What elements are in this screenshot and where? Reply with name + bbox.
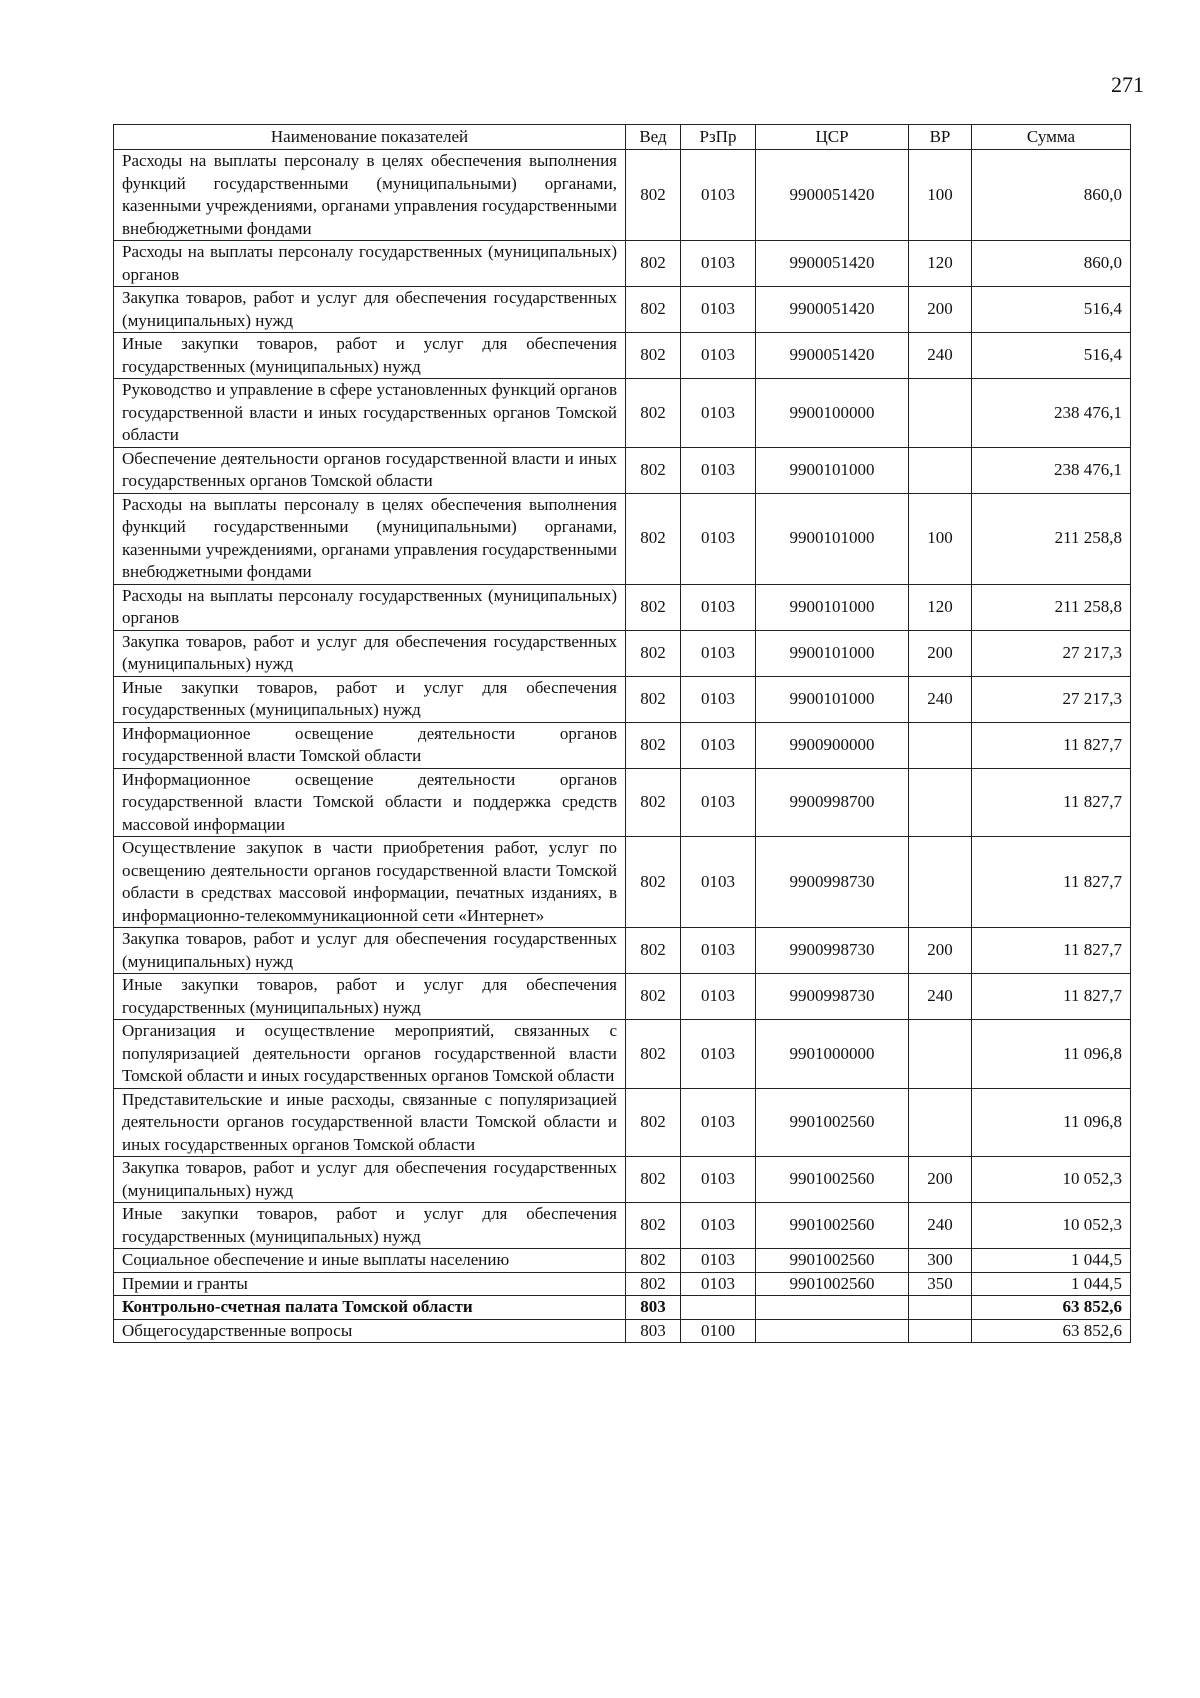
row-sum-cell: 1 044,5 (972, 1272, 1131, 1296)
header-vr: ВР (909, 125, 972, 150)
table-row (114, 837, 1131, 928)
row-sum-cell: 238 476,1 (972, 379, 1131, 448)
row-vr-cell: 100 (909, 493, 972, 584)
row-name-cell: Контрольно-счетная палата Томской области (114, 1296, 626, 1320)
row-rzpr-cell: 0103 (681, 241, 756, 287)
row-vr-cell: 200 (909, 630, 972, 676)
row-ved-cell: 802 (626, 287, 681, 333)
row-sum-cell: 11 827,7 (972, 768, 1131, 837)
row-csr-cell: 9900101000 (756, 584, 909, 630)
table-row (114, 584, 1131, 630)
row-ved-cell: 803 (626, 1319, 681, 1343)
row-csr-cell: 9901000000 (756, 1020, 909, 1089)
table-row (114, 928, 1131, 974)
table-row (114, 1319, 1131, 1343)
row-rzpr-cell: 0103 (681, 630, 756, 676)
row-name-cell: Информационное освещение деятельности органов государственной власти Томской области и поддержка средств массовой информации (114, 768, 626, 837)
row-vr-cell (909, 447, 972, 493)
row-name-cell: Премии и гранты (114, 1272, 626, 1296)
row-ved-cell: 802 (626, 1020, 681, 1089)
row-rzpr-cell: 0103 (681, 493, 756, 584)
row-csr-cell: 9901002560 (756, 1088, 909, 1157)
row-sum-cell: 63 852,6 (972, 1319, 1131, 1343)
row-vr-cell: 240 (909, 676, 972, 722)
table-row (114, 241, 1131, 287)
row-ved-cell: 803 (626, 1296, 681, 1320)
row-vr-cell: 240 (909, 333, 972, 379)
row-csr-cell: 9900051420 (756, 287, 909, 333)
row-ved-cell: 802 (626, 837, 681, 928)
table-row (114, 333, 1131, 379)
table-row (114, 630, 1131, 676)
row-ved-cell: 802 (626, 1203, 681, 1249)
row-rzpr-cell: 0103 (681, 1272, 756, 1296)
row-rzpr-cell: 0103 (681, 1020, 756, 1089)
row-rzpr-cell: 0103 (681, 1157, 756, 1203)
row-name-cell: Расходы на выплаты персоналу государственных (муниципальных) органов (114, 584, 626, 630)
table-row (114, 974, 1131, 1020)
row-sum-cell: 11 827,7 (972, 722, 1131, 768)
row-vr-cell: 200 (909, 287, 972, 333)
row-ved-cell: 802 (626, 493, 681, 584)
row-sum-cell: 11 827,7 (972, 837, 1131, 928)
page-number: 271 (1111, 72, 1144, 97)
row-vr-cell (909, 837, 972, 928)
row-name-cell: Общегосударственные вопросы (114, 1319, 626, 1343)
row-rzpr-cell: 0103 (681, 333, 756, 379)
header-ved: Вед (626, 125, 681, 150)
row-vr-cell (909, 1296, 972, 1320)
table-body (114, 150, 1131, 1343)
row-sum-cell: 516,4 (972, 333, 1131, 379)
row-rzpr-cell: 0103 (681, 1249, 756, 1273)
row-rzpr-cell: 0103 (681, 837, 756, 928)
row-sum-cell: 27 217,3 (972, 676, 1131, 722)
row-ved-cell: 802 (626, 676, 681, 722)
row-sum-cell: 211 258,8 (972, 584, 1131, 630)
row-name-cell: Расходы на выплаты персоналу государственных (муниципальных) органов (114, 241, 626, 287)
row-csr-cell: 9901002560 (756, 1272, 909, 1296)
row-csr-cell: 9900998730 (756, 974, 909, 1020)
row-name-cell: Иные закупки товаров, работ и услуг для обеспечения государственных (муниципальных) нужд (114, 676, 626, 722)
row-rzpr-cell: 0103 (681, 379, 756, 448)
row-name-cell: Иные закупки товаров, работ и услуг для обеспечения государственных (муниципальных) нужд (114, 974, 626, 1020)
table-row (114, 1088, 1131, 1157)
row-csr-cell: 9900101000 (756, 630, 909, 676)
row-rzpr-cell: 0103 (681, 1088, 756, 1157)
row-rzpr-cell: 0103 (681, 150, 756, 241)
row-name-cell: Закупка товаров, работ и услуг для обеспечения государственных (муниципальных) нужд (114, 928, 626, 974)
table-row (114, 493, 1131, 584)
table-row (114, 676, 1131, 722)
row-csr-cell: 9900101000 (756, 676, 909, 722)
row-csr-cell: 9900998700 (756, 768, 909, 837)
row-ved-cell: 802 (626, 928, 681, 974)
row-ved-cell: 802 (626, 1088, 681, 1157)
row-csr-cell: 9900100000 (756, 379, 909, 448)
row-name-cell: Осуществление закупок в части приобретения работ, услуг по освещению деятельности органов государственной власти Томской области в средствах массовой информации, печатных изданиях, в информационно-телекоммуникационной сети «Интернет» (114, 837, 626, 928)
table-row (114, 1157, 1131, 1203)
row-ved-cell: 802 (626, 379, 681, 448)
row-vr-cell: 120 (909, 241, 972, 287)
row-csr-cell: 9900998730 (756, 928, 909, 974)
row-csr-cell: 9900998730 (756, 837, 909, 928)
row-ved-cell: 802 (626, 1272, 681, 1296)
row-rzpr-cell: 0103 (681, 768, 756, 837)
row-ved-cell: 802 (626, 722, 681, 768)
table-row (114, 287, 1131, 333)
row-vr-cell (909, 1319, 972, 1343)
budget-table (113, 124, 1131, 1343)
row-csr-cell: 9900900000 (756, 722, 909, 768)
table-row (114, 768, 1131, 837)
row-vr-cell: 200 (909, 1157, 972, 1203)
row-csr-cell (756, 1319, 909, 1343)
row-rzpr-cell: 0103 (681, 676, 756, 722)
row-vr-cell: 350 (909, 1272, 972, 1296)
row-csr-cell: 9900051420 (756, 241, 909, 287)
row-rzpr-cell: 0103 (681, 928, 756, 974)
row-sum-cell: 860,0 (972, 150, 1131, 241)
row-csr-cell: 9900101000 (756, 493, 909, 584)
row-vr-cell: 240 (909, 1203, 972, 1249)
row-ved-cell: 802 (626, 241, 681, 287)
table-row (114, 150, 1131, 241)
row-rzpr-cell: 0103 (681, 447, 756, 493)
row-sum-cell: 211 258,8 (972, 493, 1131, 584)
table-row (114, 447, 1131, 493)
row-sum-cell: 516,4 (972, 287, 1131, 333)
row-sum-cell: 10 052,3 (972, 1157, 1131, 1203)
table-row (114, 1020, 1131, 1089)
row-csr-cell (756, 1296, 909, 1320)
table-row (114, 722, 1131, 768)
row-sum-cell: 11 096,8 (972, 1088, 1131, 1157)
row-rzpr-cell: 0103 (681, 584, 756, 630)
row-vr-cell: 240 (909, 974, 972, 1020)
row-rzpr-cell (681, 1296, 756, 1320)
row-ved-cell: 802 (626, 768, 681, 837)
row-sum-cell: 11 827,7 (972, 928, 1131, 974)
row-rzpr-cell: 0100 (681, 1319, 756, 1343)
row-vr-cell (909, 722, 972, 768)
header-name: Наименование показателей (114, 125, 626, 150)
row-ved-cell: 802 (626, 333, 681, 379)
row-csr-cell: 9900051420 (756, 333, 909, 379)
row-name-cell: Расходы на выплаты персоналу в целях обеспечения выполнения функций государственными (муниципальными) органами, казенными учреждениями, органами управления государственными внебюджетными фондами (114, 150, 626, 241)
table-row (114, 1249, 1131, 1273)
table-header-row (114, 125, 1131, 150)
row-sum-cell: 11 096,8 (972, 1020, 1131, 1089)
row-name-cell: Руководство и управление в сфере установленных функций органов государственной власти и иных государственных органов Томской области (114, 379, 626, 448)
row-name-cell: Информационное освещение деятельности органов государственной власти Томской области (114, 722, 626, 768)
table-row (114, 1296, 1131, 1320)
row-ved-cell: 802 (626, 1249, 681, 1273)
row-sum-cell: 11 827,7 (972, 974, 1131, 1020)
row-vr-cell: 120 (909, 584, 972, 630)
row-vr-cell (909, 768, 972, 837)
row-sum-cell: 1 044,5 (972, 1249, 1131, 1273)
header-rzpr: РзПр (681, 125, 756, 150)
row-vr-cell (909, 379, 972, 448)
row-name-cell: Представительские и иные расходы, связанные с популяризацией деятельности органов государственной власти Томской области и иных государственных органов Томской области (114, 1088, 626, 1157)
row-name-cell: Закупка товаров, работ и услуг для обеспечения государственных (муниципальных) нужд (114, 287, 626, 333)
row-csr-cell: 9900051420 (756, 150, 909, 241)
header-sum: Сумма (972, 125, 1131, 150)
row-sum-cell: 63 852,6 (972, 1296, 1131, 1320)
row-csr-cell: 9901002560 (756, 1157, 909, 1203)
row-name-cell: Организация и осуществление мероприятий, связанных с популяризацией деятельности органов государственной власти Томской области и иных государственных органов Томской области (114, 1020, 626, 1089)
row-ved-cell: 802 (626, 150, 681, 241)
row-name-cell: Закупка товаров, работ и услуг для обеспечения государственных (муниципальных) нужд (114, 1157, 626, 1203)
row-name-cell: Обеспечение деятельности органов государственной власти и иных государственных органов Томской области (114, 447, 626, 493)
table-row (114, 379, 1131, 448)
row-ved-cell: 802 (626, 1157, 681, 1203)
row-name-cell: Социальное обеспечение и иные выплаты населению (114, 1249, 626, 1273)
row-vr-cell: 200 (909, 928, 972, 974)
row-vr-cell (909, 1020, 972, 1089)
row-ved-cell: 802 (626, 974, 681, 1020)
row-ved-cell: 802 (626, 447, 681, 493)
row-sum-cell: 27 217,3 (972, 630, 1131, 676)
row-sum-cell: 238 476,1 (972, 447, 1131, 493)
row-sum-cell: 10 052,3 (972, 1203, 1131, 1249)
row-name-cell: Иные закупки товаров, работ и услуг для обеспечения государственных (муниципальных) нужд (114, 1203, 626, 1249)
header-csr: ЦСР (756, 125, 909, 150)
row-rzpr-cell: 0103 (681, 1203, 756, 1249)
table-row (114, 1272, 1131, 1296)
row-name-cell: Иные закупки товаров, работ и услуг для обеспечения государственных (муниципальных) нужд (114, 333, 626, 379)
row-name-cell: Закупка товаров, работ и услуг для обеспечения государственных (муниципальных) нужд (114, 630, 626, 676)
table-row (114, 1203, 1131, 1249)
row-rzpr-cell: 0103 (681, 287, 756, 333)
row-name-cell: Расходы на выплаты персоналу в целях обеспечения выполнения функций государственными (муниципальными) органами, казенными учреждениями, органами управления государственными внебюджетными фондами (114, 493, 626, 584)
row-vr-cell (909, 1088, 972, 1157)
row-ved-cell: 802 (626, 584, 681, 630)
row-csr-cell: 9901002560 (756, 1249, 909, 1273)
row-rzpr-cell: 0103 (681, 974, 756, 1020)
row-csr-cell: 9901002560 (756, 1203, 909, 1249)
row-sum-cell: 860,0 (972, 241, 1131, 287)
row-vr-cell: 100 (909, 150, 972, 241)
row-rzpr-cell: 0103 (681, 722, 756, 768)
row-csr-cell: 9900101000 (756, 447, 909, 493)
row-vr-cell: 300 (909, 1249, 972, 1273)
row-ved-cell: 802 (626, 630, 681, 676)
